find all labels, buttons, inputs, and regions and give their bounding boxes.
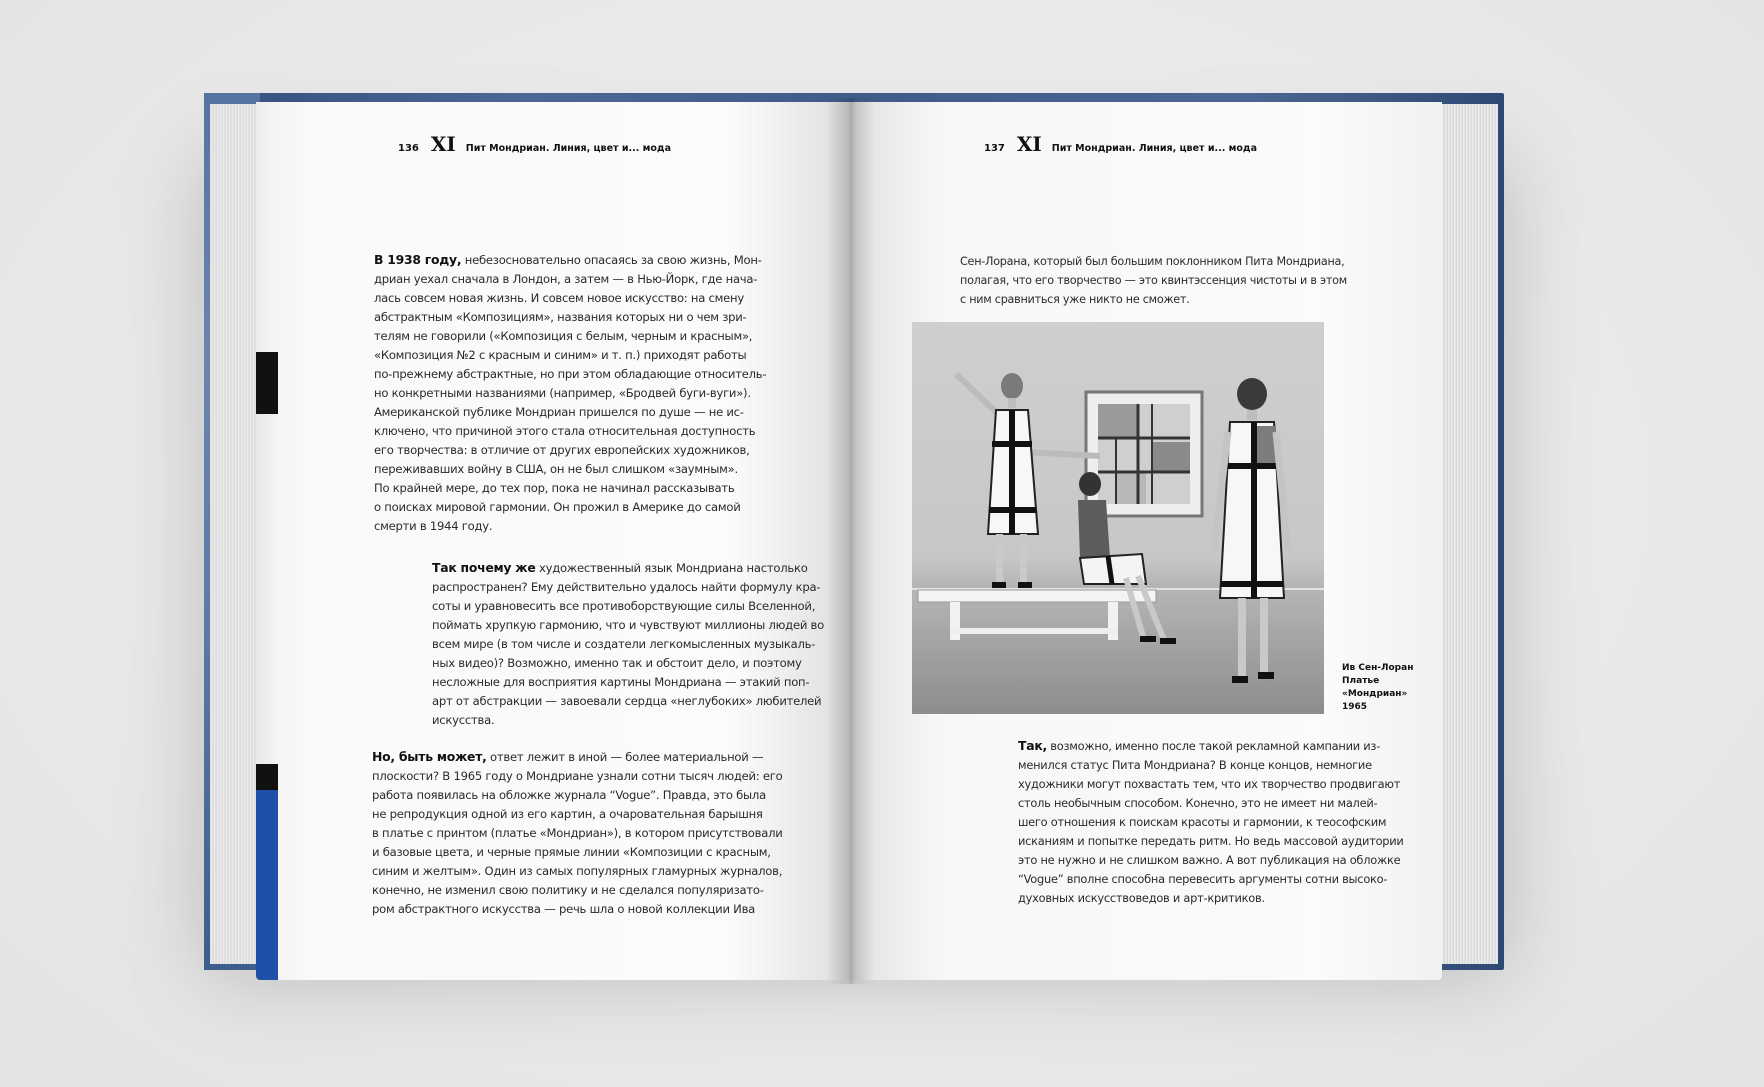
lead-in: Так,: [1018, 738, 1047, 753]
text-line: о поисках мировой гармонии. Он прожил в Америке до самой: [374, 500, 741, 514]
paragraph-2: [432, 558, 824, 730]
text-line: Так, возможно, именно после такой рекламной кампании из-: [1018, 738, 1381, 753]
text-line: ром абстрактного искусства — речь шла о новой коллекции Ива: [372, 902, 756, 916]
text-line: поймать хрупкую гармонию, что и чувствуют миллионы людей во: [432, 618, 824, 632]
chapter-numeral: XI: [1016, 132, 1042, 156]
right-page: [850, 102, 1442, 980]
text-line: но конкретными названиями (например, «Бродвей буги-вуги»).: [374, 386, 751, 400]
caption-line: 1965: [1342, 702, 1368, 712]
lead-in: Но, быть может,: [372, 749, 487, 764]
lead-in: Так почему же: [432, 560, 536, 575]
text-line: телям не говорили («Композиция с белым, черным и красным»,: [374, 329, 753, 343]
paragraph-continued: [960, 252, 1347, 309]
bleed-black-block: [256, 352, 278, 414]
lead-in: В 1938 году,: [374, 252, 462, 267]
bleed-image-middle: [256, 414, 278, 764]
text-line: абстрактным «Композициям», названия которых ни о чем зри-: [374, 310, 747, 324]
bleed-blue-block: [256, 790, 278, 980]
model-standing-left: [956, 373, 1100, 588]
page-number: 136: [398, 143, 419, 154]
page-edges-left: [210, 104, 256, 964]
framed-painting: [1086, 392, 1202, 516]
bench: [918, 590, 1156, 640]
paragraph-1: [374, 250, 766, 536]
text-line: переживавших войну в США, он не был слишком «заумным».: [374, 462, 738, 476]
text-line: его творчества: в отличие от других европейских художников,: [374, 443, 750, 457]
text-line: работа появилась на обложке журнала “Vogue”. Правда, это была: [372, 788, 766, 802]
mondrian-dress-photo: [912, 322, 1324, 714]
page-number: 137: [984, 143, 1005, 154]
caption-line: «Мондриан»: [1342, 689, 1408, 699]
photo-figures: [912, 322, 1324, 714]
running-head-left: [398, 132, 671, 156]
model-standing-right: [1214, 378, 1288, 683]
running-head-right: [984, 132, 1257, 156]
photo-caption: [1342, 662, 1413, 714]
text-line: “Vogue” вполне способна перевесить аргументы сотни высоко-: [1018, 872, 1388, 886]
text-line: шего отношения к поискам красоты и гармонии, к теософским: [1018, 815, 1387, 829]
text-line: Сен-Лорана, который был большим поклонником Пита Мондриана,: [960, 255, 1345, 268]
text-line: всем мире (в том числе и создатели легкомысленных музыкаль-: [432, 637, 816, 651]
text-line: исканиям и попытке передать ритм. Но ведь массовой аудитории: [1018, 834, 1404, 848]
left-page: [256, 102, 850, 980]
bleed-black-stripe: [256, 764, 278, 790]
text-line: в платье с принтом (платье «Мондриан»), в котором присутствовали: [372, 826, 783, 840]
page-edges-right: [1438, 104, 1498, 964]
text-line: соты и уравновесить все противоборствующие силы Вселенной,: [432, 599, 816, 613]
text-line: В 1938 году, небезосновательно опасаясь за свою жизнь, Мон-: [374, 252, 762, 267]
running-title: Пит Мондриан. Линия, цвет и... мода: [465, 143, 671, 154]
text-line: и базовые цвета, и черные прямые линии «Композиции с красным,: [372, 845, 771, 859]
paragraph-3: [372, 747, 783, 919]
book-gutter: [826, 98, 876, 984]
text-line: По крайней мере, до тех пор, пока не начинал рассказывать: [374, 481, 735, 495]
text-line: Но, быть может, ответ лежит в иной — более материальной —: [372, 749, 764, 764]
text-line: несложные для восприятия картины Мондриана — этакий поп-: [432, 675, 810, 689]
text-line: не репродукция одной из его картин, а очаровательная барышня: [372, 807, 763, 821]
caption-line: Ив Сен-Лоран: [1342, 663, 1414, 673]
paragraph-4: [1018, 736, 1404, 908]
text-line: плоскости? В 1965 году о Мондриане узнали сотни тысяч людей: его: [372, 769, 783, 783]
text-line: по-прежнему абстрактные, но при этом обладающие относитель-: [374, 367, 767, 381]
text-line: это не нужно и не слишком важно. А вот публикация на обложке: [1018, 853, 1401, 867]
text-line: арт от абстракции — завоевали сердца «неглубоких» любителей: [432, 694, 822, 708]
text-line: «Композиция №2 с красным и синим» и т. п.) приходят работы: [374, 348, 747, 362]
running-title: Пит Мондриан. Линия, цвет и... мода: [1051, 143, 1257, 154]
caption-line: Платье: [1342, 676, 1380, 686]
text-line: распространен? Ему действительно удалось найти формулу кра-: [432, 580, 821, 594]
text-line: менился статус Пита Мондриана? В конце концов, немногие: [1018, 758, 1372, 772]
text-line: ключено, что причиной этого стала относительная доступность: [374, 424, 756, 438]
text-line: духовных искусствоведов и арт-критиков.: [1018, 891, 1265, 905]
text-line: дриан уехал сначала в Лондон, а затем — в Нью-Йорк, где нача-: [374, 272, 758, 286]
text-line: синим и желтым». Один из самых популярных гламурных журналов,: [372, 864, 783, 878]
text-line: смерти в 1944 году.: [374, 519, 493, 533]
text-line: художники могут похвастать тем, что их творчество продвигают: [1018, 777, 1401, 791]
text-line: лась совсем новая жизнь. И совсем новое искусство: на смену: [374, 291, 744, 305]
chapter-numeral: XI: [430, 132, 456, 156]
text-line: столь необычным способом. Конечно, это не имеет ни малей-: [1018, 796, 1378, 810]
text-line: конечно, не изменил свою политику и не сделался популяризато-: [372, 883, 764, 897]
text-line: полагая, что его творчество — это квинтэссенция чистоты и в этом: [960, 274, 1347, 287]
text-line: искусства.: [432, 713, 495, 727]
text-line: Так почему же художественный язык Мондриана настолько: [432, 560, 808, 575]
bleed-image-top: [256, 102, 278, 352]
text-line: ных видео)? Возможно, именно так и обстоит дело, и поэтому: [432, 656, 802, 670]
text-line: Американской публике Мондриан пришелся по душе — не ис-: [374, 405, 744, 419]
text-line: с ним сравниться уже никто не сможет.: [960, 293, 1190, 306]
